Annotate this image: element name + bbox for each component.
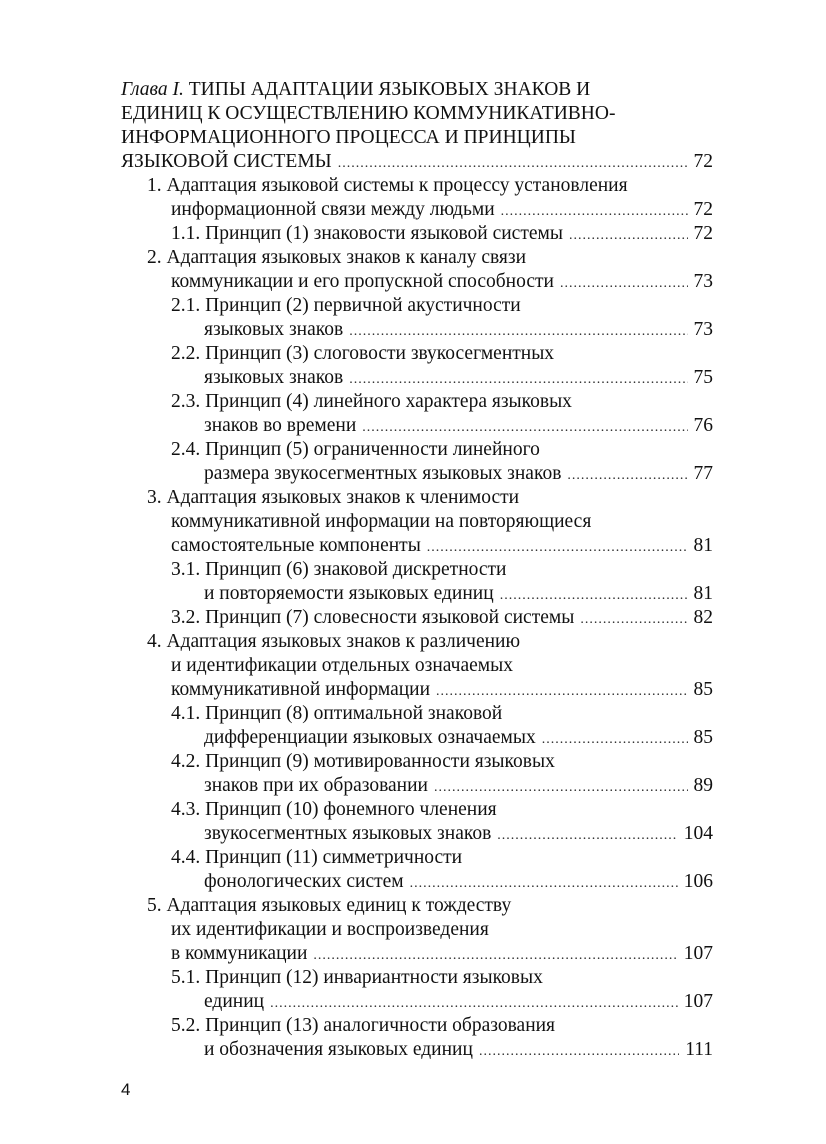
toc-page-number: 73 [693, 271, 713, 292]
leader-dots [497, 824, 677, 848]
leader-dots [338, 152, 688, 176]
leader-dots [500, 584, 688, 608]
leader-dots [410, 872, 678, 896]
chapter-page-number: 72 [693, 151, 713, 172]
leader-dots [501, 200, 688, 224]
toc-entry-line: 2.3. Принцип (4) линейного характера языковых [171, 391, 572, 412]
toc-page-number: 89 [693, 775, 713, 796]
toc-entry-line: 2.4. Принцип (5) ограниченности линейного [171, 439, 540, 460]
toc-entry-text: языковых знаков [204, 319, 344, 340]
toc-entry-line: 2.1. Принцип (2) первичной акустичности [171, 295, 521, 316]
toc-page-number: 85 [693, 727, 713, 748]
toc-page-number: 82 [693, 607, 713, 628]
toc-entry-text: и обозначения языковых единиц [204, 1039, 473, 1060]
page-number: 4 [121, 1080, 131, 1099]
toc-page-number: 72 [693, 199, 713, 220]
leader-dots [479, 1040, 679, 1064]
toc-entry-line: 3.1. Принцип (6) знаковой дискретности [171, 559, 507, 580]
toc-entry-text: звукосегментных языковых знаков [204, 823, 492, 844]
chapter-title-line-1 [121, 78, 590, 102]
chapter-title-text-4: ЯЗЫКОВОЙ СИСТЕМЫ [121, 151, 332, 172]
toc-entry-line: 2.2. Принцип (3) слоговости звукосегментных [171, 343, 555, 364]
chapter-title-text-1: ТИПЫ АДАПТАЦИИ ЯЗЫКОВЫХ ЗНАКОВ И [188, 79, 591, 100]
toc-entry-line: 4.1. Принцип (8) оптимальной знаковой [171, 703, 503, 724]
toc-entry-line: 3. Адаптация языковых знаков к членимости [147, 487, 520, 508]
toc-entry-text: фонологических систем [204, 871, 404, 892]
toc-page-number: 81 [693, 535, 713, 556]
chapter-title-line-3: ИНФОРМАЦИОННОГО ПРОЦЕССА И ПРИНЦИПЫ [121, 127, 576, 148]
leader-dots [542, 728, 688, 752]
toc-entry-text: знаков во времени [204, 415, 357, 436]
toc-page-number: 75 [693, 367, 713, 388]
toc-entry-1-1[interactable] [171, 222, 713, 246]
toc-entry-4-1[interactable] [204, 726, 713, 750]
toc-page-number: 107 [683, 991, 713, 1012]
chapter-title-line-2: ЕДИНИЦ К ОСУЩЕСТВЛЕНИЮ КОММУНИКАТИВНО- [121, 103, 616, 124]
leader-dots [427, 536, 688, 560]
toc-entry-text: самостоятельные компоненты [171, 535, 421, 556]
toc-page-number: 77 [693, 463, 713, 484]
toc-entry-text: языковых знаков [204, 367, 344, 388]
toc-entry-text: коммуникативной информации [171, 679, 431, 700]
chapter-title-line-4[interactable] [121, 150, 713, 174]
toc-entry-3-1[interactable] [204, 582, 713, 606]
toc-page-number: 73 [693, 319, 713, 340]
toc-entry-line: и идентификации отдельных означаемых [171, 655, 513, 676]
toc-entry-text: 3.2. Принцип (7) словесности языковой системы [171, 607, 575, 628]
toc-entry-text: и повторяемости языковых единиц [204, 583, 494, 604]
toc-entry-4-3[interactable] [204, 822, 713, 846]
toc-entry-2[interactable] [171, 270, 713, 294]
toc-page-number: 111 [685, 1039, 713, 1060]
toc-entry-text: 1.1. Принцип (1) знаковости языковой системы [171, 223, 563, 244]
toc-entry-text: коммуникации и его пропускной способности [171, 271, 554, 292]
toc-entry-4[interactable] [171, 678, 713, 702]
leader-dots [349, 320, 687, 344]
toc-entry-line: 4.2. Принцип (9) мотивированности языковых [171, 751, 555, 772]
toc-entry-1[interactable] [171, 198, 713, 222]
toc-entry-line: 4.4. Принцип (11) симметричности [171, 847, 463, 868]
toc-entry-line: 4. Адаптация языковых знаков к различению [147, 631, 521, 652]
leader-dots [569, 224, 688, 248]
toc-entry-4-2[interactable] [204, 774, 713, 798]
leader-dots [436, 680, 687, 704]
toc-page-number: 72 [693, 223, 713, 244]
toc-entry-line: 5.2. Принцип (13) аналогичности образования [171, 1015, 556, 1036]
toc-entry-text: информационной связи между людьми [171, 199, 495, 220]
toc-entry-2-3[interactable] [204, 414, 713, 438]
toc-entry-5-2[interactable] [204, 1038, 713, 1062]
toc-entry-2-1[interactable] [204, 318, 713, 342]
toc-entry-line: 2. Адаптация языковых знаков к каналу связи [147, 247, 527, 268]
toc-entry-5[interactable] [171, 942, 713, 966]
toc-entry-text: дифференциации языковых означаемых [204, 727, 536, 748]
toc-entry-3-2[interactable] [171, 606, 713, 630]
toc-entry-3[interactable] [171, 534, 713, 558]
leader-dots [270, 992, 678, 1016]
leader-dots [313, 944, 677, 968]
toc-entry-2-2[interactable] [204, 366, 713, 390]
leader-dots [349, 368, 687, 392]
toc-entry-5-1[interactable] [204, 990, 713, 1014]
leader-dots [560, 272, 688, 296]
toc-entry-text: знаков при их образовании [204, 775, 428, 796]
toc-entry-line: 5.1. Принцип (12) инвариантности языковых [171, 967, 543, 988]
toc-page-number: 76 [693, 415, 713, 436]
toc-page-number: 85 [693, 679, 713, 700]
toc-entry-line: 4.3. Принцип (10) фонемного членения [171, 799, 497, 820]
toc-entry-2-4[interactable] [204, 462, 713, 486]
toc-entry-4-4[interactable] [204, 870, 713, 894]
toc-entry-text: размера звукосегментных языковых знаков [204, 463, 562, 484]
toc-entry-text: в коммуникации [171, 943, 308, 964]
chapter-label: Глава I. [121, 79, 184, 100]
leader-dots [580, 608, 687, 632]
toc-page-number: 106 [683, 871, 713, 892]
toc-page-number: 104 [683, 823, 713, 844]
leader-dots [567, 464, 687, 488]
leader-dots [434, 776, 688, 800]
toc-entry-line: коммуникативной информации на повторяющиеся [171, 511, 592, 532]
toc-entry-line: их идентификации и воспроизведения [171, 919, 489, 940]
toc-page-number: 107 [683, 943, 713, 964]
toc-entry-line: 1. Адаптация языковой системы к процессу установления [147, 175, 628, 196]
toc-page-number: 81 [693, 583, 713, 604]
toc-entry-line: 5. Адаптация языковых единиц к тождеству [147, 895, 512, 916]
leader-dots [362, 416, 687, 440]
toc-entry-text: единиц [204, 991, 265, 1012]
